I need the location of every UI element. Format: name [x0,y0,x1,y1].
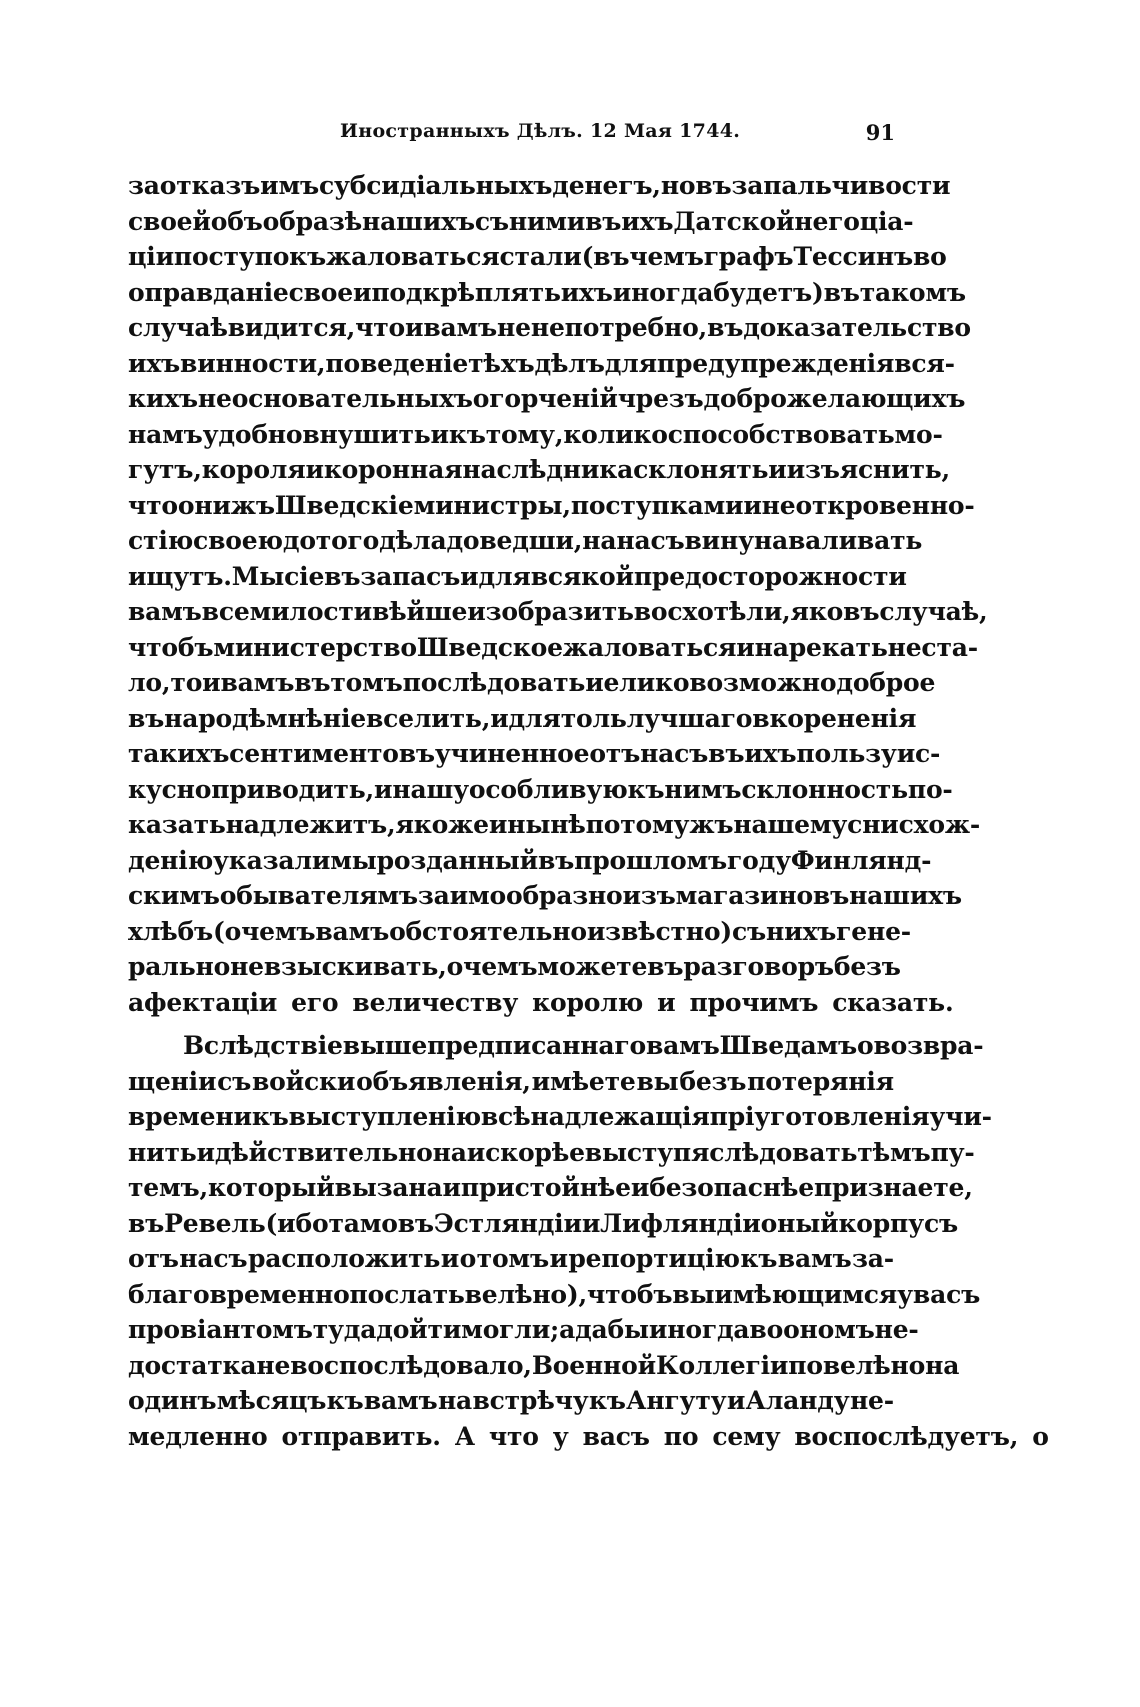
page-header [125,120,895,150]
text-line: достатка не воспослѣдовало, Военной Коллегіи повелѣно на [128,1350,960,1380]
text-line: кусно приводить, и нашу особливую къ нимъ склонность по- [128,774,953,804]
text-line: чтобъ министерство Шведское жаловаться и нарекать не ста- [128,632,978,662]
paragraph [128,1028,1049,1454]
text-line: хлѣбъ (о чемъ вамъ обстоятельно извѣстно) съ нихъ гене- [128,916,911,946]
text-line: ло, то и вамъ въ томъ послѣдовать и елико возможно доброе [128,668,936,697]
text-line: вамъ всемилостивѣйше изобразить восхотѣли, яко въ случаѣ, [128,597,988,626]
text-line: афектаціи его величеству королю и прочимъ сказать. [128,987,954,1017]
text-line: гутъ, короля и коронная наслѣдника склонять и изъяснить, [128,455,951,484]
text-line: въ Ревель (ибо тамо въ Эстляндіи и Лифляндіи оный корпусъ [128,1208,958,1238]
text-line: ищутъ. Мы сіе въ запасъ и для всякой предосторожности [128,561,907,591]
text-line: темъ, который вы за наипристойнѣе и безопаснѣе признаете, [128,1173,973,1202]
text-line: кихъ неосновательныхъ огорченій чрезъ доброжелающихъ [128,384,966,413]
text-line: одинъ мѣсяцъ къ вамъ на встрѣчу къ Ангуту и Аланду не- [128,1386,894,1415]
text-line: щеніи съ войски объявленія, имѣете вы безъ потерянія [128,1066,894,1096]
running-head: Иностранныхъ Дѣлъ. 12 Мая 1744. [340,120,741,142]
text-line: оправданіе свое и подкрѣплять ихъ иногда будетъ) въ такомъ [128,277,966,307]
text-line: скимъ обывателямъ заимообразно изъ магазиновъ нашихъ [128,881,962,910]
body-text [128,168,1049,1454]
paragraph [128,168,988,1020]
paragraph-gap [128,1020,894,1028]
text-line: что они жъ Шведскіе министры, поступками и неоткровенно- [128,490,975,520]
text-line: провіантомъ туда дойти могли; а дабы иногда во ономъ не- [128,1315,919,1344]
text-line: случаѣ видится, что и вамъ не непотребно, въ доказательство [128,313,971,342]
text-line: денію указали мы розданный въ прошломъ году Финлянд- [128,845,932,875]
text-line: ціи поступокъ жаловаться стали (въ чемъ графъ Тессинъ во [128,242,947,271]
text-line: времени къ выступленію всѣ надлежащія пріуготовленія учи- [128,1102,992,1131]
text-line: стію своею до того дѣла доведши, на насъ вину наваливать [128,526,923,555]
text-line: казать надлежитъ, якоже и нынѣ по тому жъ нашему снисхож- [128,810,981,839]
text-line: ихъ винности, поведеніе тѣхъ дѣлъ для предупрежденія вся- [128,348,955,378]
text-line: въ народѣ мнѣніе вселить, и для толь лучшаго вкорененія [128,703,917,733]
text-line: отъ насъ расположить и о томъ и репортицію къ вамъ за- [128,1244,894,1273]
text-line: намъ удобно внушить и къ тому, колико способствовать мо- [128,419,943,449]
text-line: Вслѣдствіе выше предписаннаго вамъ Шведамъ о возвра- [183,1031,984,1060]
text-line: за отказъ имъ субсидіальныхъ денегъ, но въ запальчивости [128,171,951,200]
text-line: нить и дѣйствительно наискорѣе выступя слѣдовать тѣмъ пу- [128,1137,975,1167]
text-line: такихъ сентиментовъ учиненное отъ насъ въ ихъ пользу ис- [128,739,941,768]
text-line: своей объ образѣ нашихъ съ ними въ ихъ Датской негоціа- [128,206,914,236]
page-number: 91 [865,120,895,145]
text-line: рально не взыскивать, о чемъ можете въ разговоръ безъ [128,952,901,981]
text-line: медленно отправить. А что у васъ по сему воспослѣдуетъ, о [128,1421,1049,1451]
text-line: благовременно послать велѣно), чтобъ вы имѣющимся у васъ [128,1279,981,1309]
